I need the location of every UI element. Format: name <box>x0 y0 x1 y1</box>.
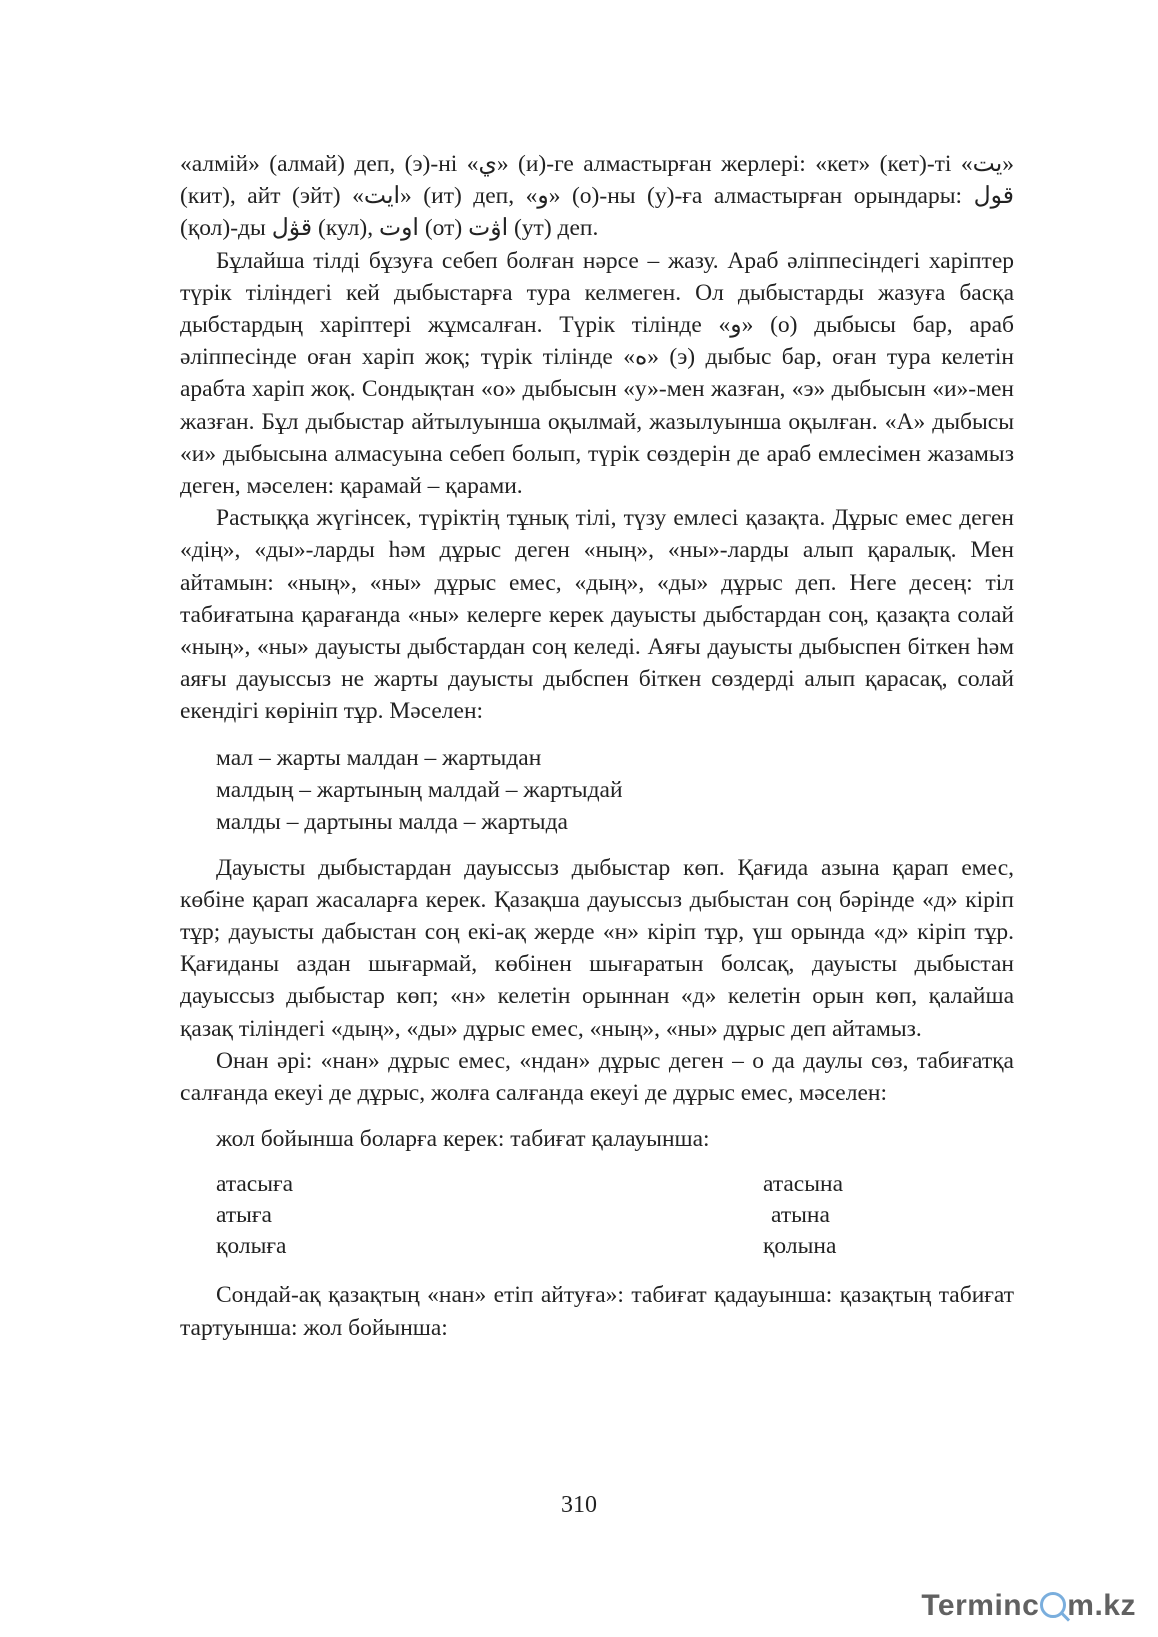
example-line-1: мал – жарты малдан – жартыдан <box>216 744 542 771</box>
page-body <box>180 148 1014 1344</box>
page-number: 310 <box>561 1492 597 1518</box>
watermark-text-start: Terminc <box>921 1589 1040 1622</box>
left-word-3: қолыға <box>216 1233 287 1260</box>
paragraph-2: Бұлайша тілді бұзуға себеп болған нәрсе – жазу. Араб әліппесіндегі харіптер түрік тіліндегі кей дыбыстарға тура келмеген. Ол дыбыстарды жазуға басқа дыбстардың харіптері жұмсалған. Түрік тілінде «و» (о) дыбысы бар, араб әліппесінде оған харіп жоқ; түрік тілінде «ە» (э) дыбыс бар, оған тура келетін арабта харіп жоқ. Сондықтан «о» дыбысын «у»-мен жазған, «э» дыбысын «и»-мен жазған. Бұл дыбыстар айтылуынша оқылмай, жазылуынша оқылған. «А» дыбысы «и» дыбысына алмасуына себеп болып, түрік сөздерін де араб емлесімен жазамыз деген, мәселен: қарамай – қарами. <box>180 247 1014 500</box>
example-line-3: малды – дартыны малда – жартыда <box>216 808 568 835</box>
termincom-watermark-logo <box>921 1589 1136 1623</box>
right-word-3: қолына <box>763 1233 837 1260</box>
paragraph-5: Онан әрі: «нан» дұрыс емес, «ндан» дұрыс деген – о да даулы сөз, табиғатқа салғанда екеуі де дұрыс, жолға салғанда екеуі де дұрыс емес, мәселен: <box>180 1047 1014 1107</box>
watermark-text-end: m.kz <box>1067 1589 1136 1622</box>
left-column <box>216 1169 293 1262</box>
right-column <box>763 1169 843 1262</box>
left-word-1: атасыға <box>216 1171 294 1198</box>
example-line-2: малдың – жартының малдай – жартыдай <box>216 776 623 803</box>
paragraph-3: Растыққа жүгінсек, түріктің тұнық тілі, түзу емлесі қазақта. Дұрыс емес деген «дің», «ды»-ларды һәм дұрыс деген «ның», «ны»-ларды алып қаралық. Мен айтамын: «ның», «ны» дұрыс емес, «дың», «ды» дұрыс деп. Неге десең: тіл табиғатына қарағанда «ны» келерге керек дауысты дыбстардан соң, қазақта солай «ның», «ны» дауысты дыбстардан соң келеді. Аяғы дауысты дыбыспен біткен һәм аяғы дауыссыз не жарты дауысты дыбспен біткен сөздерді алып қарасақ, солай екендігі көрініп тұр. Мәселен: <box>180 505 1014 725</box>
rule-line: жол бойынша боларға керек: табиғат қалауынша: <box>216 1126 710 1153</box>
right-word-2: атына <box>771 1202 830 1229</box>
paragraph-4: Дауысты дыбыстардан дауыссыз дыбыстар көп. Қағида азына қарап емес, көбіне қарап жасаларға керек. Қазақша дауыссыз дыбыстан соң бәрінде «д» кіріп тұр; дауысты дабыстан соң екі-ақ жерде «н» кіріп тұр, үш орында «д» кіріп тұр. Қағиданы аздан шығармай, көбінен шығаратын болсақ, дауысты дыбыстан дауыссыз дыбыстар көп; «н» келетін орыннан «д» келетін орын көп, қалайша қазақ тіліндегі «дың», «ды» дұрыс емес, «ның», «ны» дұрыс деп айтамыз. <box>180 854 1014 1042</box>
paragraph-6: Сондай-ақ қазақтың «нан» етіп айтуға»: табиғат қадауынша: қазақтың табиғат тартуынша: жол бойынша: <box>180 1282 1014 1341</box>
example-list <box>216 742 1014 838</box>
magnifier-icon <box>1040 1592 1066 1618</box>
paragraph-1: «алмій» (алмай) деп, (э)-ні «ي» (и)-ге алмастырған жерлері: «кет» (кет)-ті «يت» (кит), айт (эйт) «ايت» (ит) деп, «و» (о)-ны (у)-ға алмастырған орындары: قول (қол)-ды قۋل (кул), اوت (от) اۋت (ут) деп. <box>180 151 1015 242</box>
comparison-columns <box>216 1169 1014 1265</box>
right-word-1: атасына <box>763 1171 844 1198</box>
left-word-2: атыға <box>216 1202 272 1229</box>
